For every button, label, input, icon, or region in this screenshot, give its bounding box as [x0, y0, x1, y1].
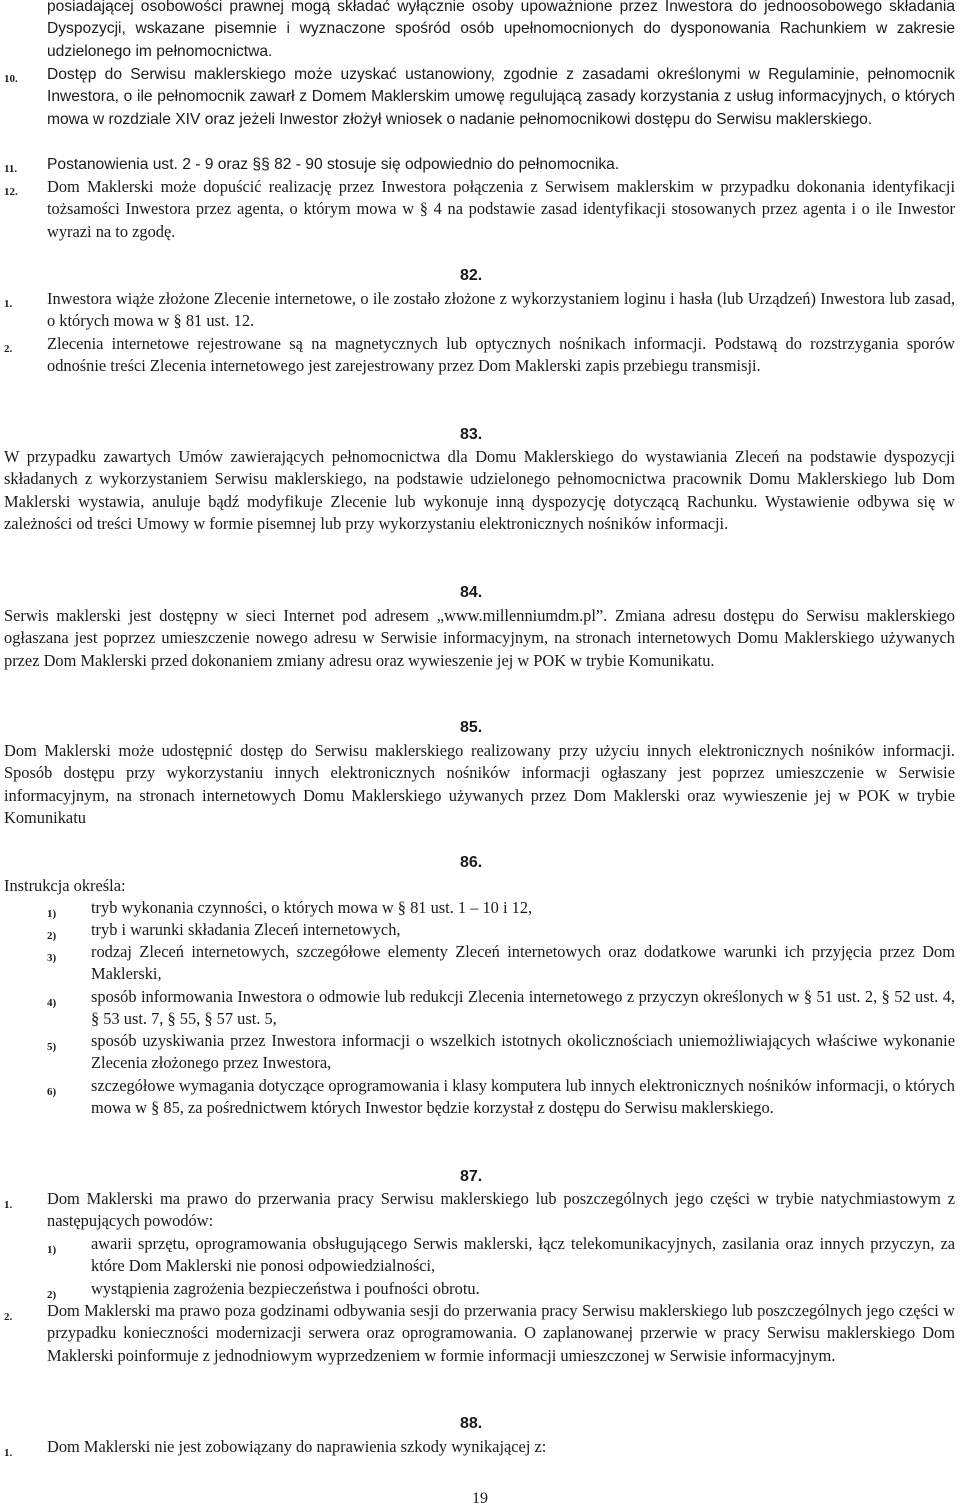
s87-subitem-2-text: wystąpienia zagrożenia bezpieczeństwa i poufności obrotu.: [91, 1279, 480, 1298]
section-82-title: 82.: [460, 267, 483, 284]
s88-item-number-1: 1.: [4, 1447, 13, 1459]
section-85-title: 85.: [460, 719, 483, 736]
s87-subitem-1-text: awarii sprzętu, oprogramowania obsługującego Serwis maklerski, łącz telekomunikacyjnych, zasilania oraz innych przyczyn, za które Dom Maklerski nie ponosi odpowiedzialności,: [91, 1234, 955, 1276]
s86-item-number-6: 6): [47, 1086, 57, 1098]
s86-item-1-text: tryb wykonania czynności, o których mowa w § 81 ust. 1 – 10 i 12,: [91, 898, 533, 917]
s87-item-number-2: 2.: [4, 1311, 13, 1323]
s87-item-number-1: 1.: [4, 1199, 13, 1211]
section-88-title: 88.: [460, 1415, 483, 1432]
section-85-text: Dom Maklerski może udostępnić dostęp do Serwisu maklerskiego realizowany przy użyciu innych elektronicznych nośników informacji. Sposób dostępu przy wykorzystaniu innych elektronicznych nośników informacji ogłaszany jest poprzez umieszczenie w Serwisie informacyjnym, na stronach internetowych Domu Maklerskiego używanych przez Dom Maklerski oraz wywieszenie jej w POK w trybie Komunikatu: [4, 741, 955, 828]
item-number-12: 12.: [4, 186, 18, 198]
section-83-text: W przypadku zawartych Umów zawierających pełnomocnictwa dla Domu Maklerskiego do wystawiania Zleceń na podstawie dyspozycji składanych z wykorzystaniem Serwisu maklerskiego, na podstawie udzielonego pełnomocnictwa pracownik Domu Maklerskiego lub Dom Maklerski wystawia, anuluje bądź modyfikuje Zlecenie lub wykonuje inną dyspozycję dotyczącą Rachunku. Wystawienie odbywa się w zależności od treści Umowy w formie pisemnej lub przy wykorzystaniu elektronicznych nośników informacji.: [4, 447, 955, 534]
s82-item-number-1: 1.: [4, 298, 13, 310]
section-84-text: Serwis maklerski jest dostępny w sieci Internet pod adresem „www.millenniumdm.pl”. Zmiana adresu dostępu do Serwisu maklerskiego ogłaszana jest poprzez umieszczenie nowego adresu w Serwisie informacyjnym, na stronach internetowych Domu Maklerskiego używanych przez Dom Maklerski przed dokonaniem zmiany adresu oraz wywieszenie jej w POK w trybie Komunikatu.: [4, 606, 955, 670]
s86-item-number-2: 2): [47, 930, 57, 942]
s86-item-number-1: 1): [47, 908, 57, 920]
s87-subitem-number-1: 1): [47, 1244, 57, 1256]
s88-item-1-text: Dom Maklerski nie jest zobowiązany do naprawienia szkody wynikającej z:: [47, 1437, 547, 1456]
s86-item-2-text: tryb i warunki składania Zleceń internetowych,: [91, 920, 401, 939]
s82-item-2-text: Zlecenia internetowe rejestrowane są na magnetycznych lub optycznych nośnikach informacji. Podstawą do rozstrzygania sporów odnośnie treści Zlecenia internetowego jest zarejestrowany przez Dom Maklerski zapis przebiegu transmisji.: [47, 334, 955, 376]
s82-item-number-2: 2.: [4, 343, 13, 355]
section-87-title: 87.: [460, 1168, 483, 1185]
section-84-title: 84.: [460, 584, 483, 601]
s86-item-3-text: rodzaj Zleceń internetowych, szczegółowe elementy Zleceń internetowych oraz dodatkowe warunki ich przyjęcia przez Dom Maklerski,: [91, 942, 955, 984]
item-12-text: Dom Maklerski może dopuścić realizację przez Inwestora połączenia z Serwisem maklerskim w przypadku dokonania identyfikacji tożsamości Inwestora przez agenta, o którym mowa w § 4 na podstawie zasad identyfikacji stosowanych przez agenta i o ile Inwestor wyrazi na to zgodę.: [47, 177, 955, 241]
section-86-lead: Instrukcja określa:: [4, 876, 126, 895]
item-11-text: Postanowienia ust. 2 - 9 oraz §§ 82 - 90 stosuje się odpowiednio do pełnomocnika.: [47, 156, 620, 173]
s87-item-2-text: Dom Maklerski ma prawo poza godzinami odbywania sesji do przerwania pracy Serwisu maklerskiego lub poszczególnych jego części w przypadku konieczności modernizacji serwera oraz oprogramowania. O zaplanowanej przerwie w pracy Serwisu maklerskiego Dom Maklerski poinformuje z jednodniowym wyprzedzeniem w formie informacji umieszczonej w Serwisie informacyjnym.: [47, 1301, 955, 1365]
s86-item-number-4: 4): [47, 997, 57, 1009]
intro-paragraph: posiadającej osobowości prawnej mogą składać wyłącznie osoby upoważnione przez Inwestora do jednoosobowego składania Dyspozycji, wskazane pisemnie i wyznaczone spośród osób upełnomocnionych do dysponowania Rachunkiem w zakresie udzielonego im pełnomocnictwa.: [47, 0, 955, 60]
item-number-10: 10.: [4, 73, 18, 85]
section-86-title: 86.: [460, 854, 483, 871]
s86-item-4-text: sposób informowania Inwestora o odmowie lub redukcji Zlecenia internetowego z przyczyn określonych w § 51 ust. 2, § 52 ust. 4, § 53 ust. 7, § 55, § 57 ust. 5,: [91, 987, 955, 1029]
s87-subitem-number-2: 2): [47, 1289, 57, 1301]
s87-item-1-text: Dom Maklerski ma prawo do przerwania pracy Serwisu maklerskiego lub poszczególnych jego części w trybie natychmiastowym z następujących powodów:: [47, 1189, 955, 1231]
s82-item-1-text: Inwestora wiąże złożone Zlecenie internetowe, o ile zostało złożone z wykorzystaniem loginu i hasła (lub Urządzeń) Inwestora lub zasad, o których mowa w § 81 ust. 12.: [47, 289, 955, 331]
section-83-title: 83.: [460, 426, 483, 443]
item-number-11: 11.: [4, 163, 18, 175]
s86-item-number-3: 3): [47, 952, 57, 964]
s86-item-6-text: szczegółowe wymagania dotyczące oprogramowania i klasy komputera lub innych elektronicznych nośników informacji, o których mowa w § 85, za pośrednictwem których Inwestor będzie korzystał z dostępu do Serwisu maklerskiego.: [91, 1076, 955, 1118]
s86-item-number-5: 5): [47, 1041, 57, 1053]
s86-item-5-text: sposób uzyskiwania przez Inwestora informacji o wszelkich istotnych okolicznościach uniemożliwiających właściwe wykonanie Zlecenia złożonego przez Inwestora,: [91, 1031, 955, 1073]
item-10-text: Dostęp do Serwisu maklerskiego może uzyskać ustanowiony, zgodnie z zasadami określonymi w Regulaminie, pełnomocnik Inwestora, o ile pełnomocnik zawarł z Domem Maklerskim umowę regulującą zasady korzystania z usług informacyjnych, o których mowa w rozdziale XIV oraz jeżeli Inwestor złożył wniosek o nadanie pełnomocnikowi dostępu do Serwisu maklerskiego.: [47, 66, 955, 128]
page-number: 19: [472, 1490, 488, 1507]
